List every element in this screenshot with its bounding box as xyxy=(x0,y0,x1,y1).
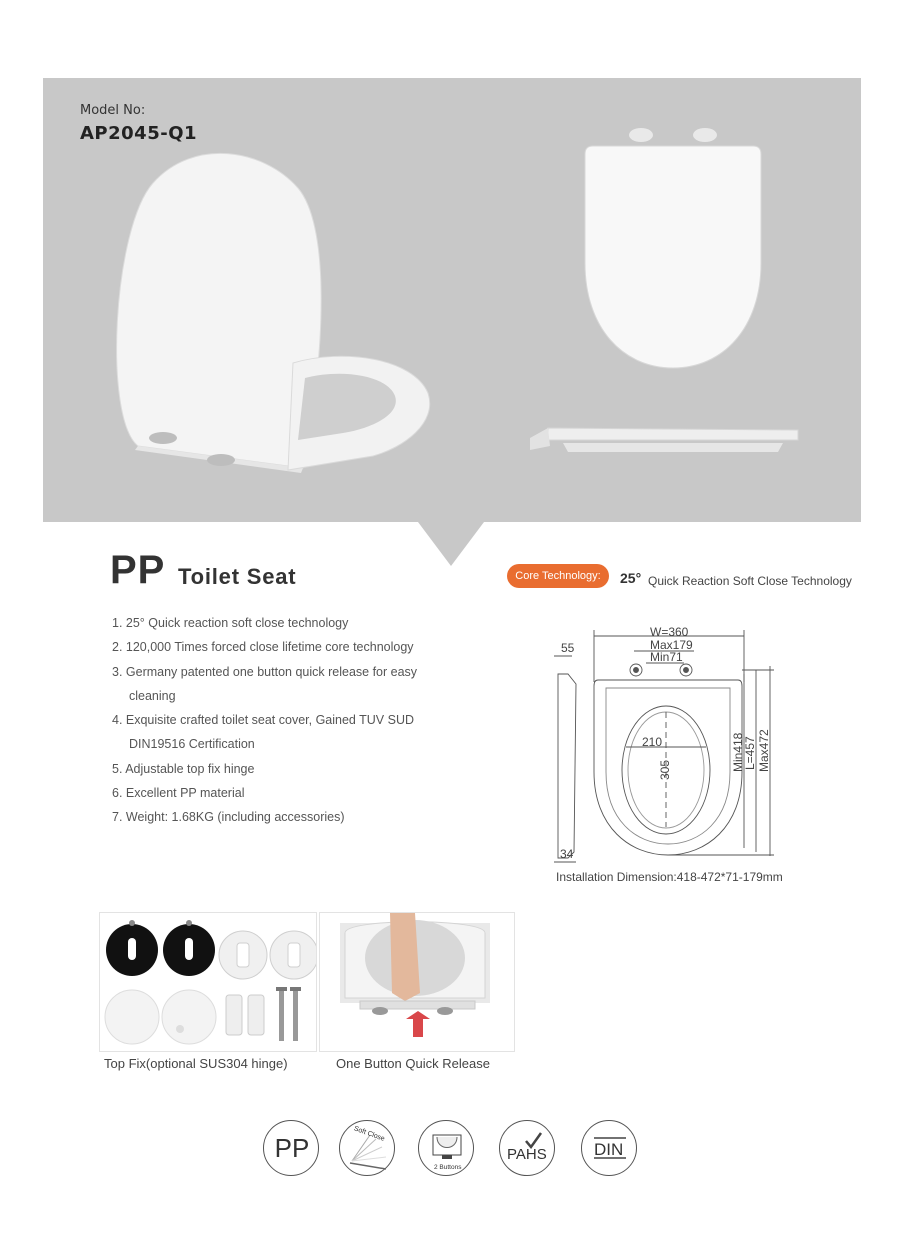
model-label: Model No: xyxy=(80,103,146,118)
svg-text:2 Buttons: 2 Buttons xyxy=(434,1164,462,1171)
din-certification-icon xyxy=(581,1120,637,1176)
core-degree: 25° xyxy=(620,570,642,586)
feature-item: 7. Weight: 1.68KG (including accessories) xyxy=(112,810,345,825)
arrow-up-icon xyxy=(406,1011,430,1037)
feature-item: 5. Adjustable top fix hinge xyxy=(112,761,255,776)
pp-material-icon: PP xyxy=(263,1120,319,1176)
dim-side: 55 xyxy=(561,641,575,655)
dim-max-width: Max179 xyxy=(650,638,693,652)
installation-dimension: Installation Dimension:418-472*71-179mm xyxy=(556,870,783,884)
dimension-drawing xyxy=(546,622,786,867)
hero-banner xyxy=(43,78,861,522)
dim-inner-length: 305 xyxy=(658,759,672,780)
mounting-plates xyxy=(219,931,316,979)
soft-close-icon xyxy=(339,1120,395,1176)
dim-min-width: Min71 xyxy=(650,650,683,664)
feature-item-continued: DIN19516 Certification xyxy=(129,737,255,752)
accessories-caption: Top Fix(optional SUS304 hinge) xyxy=(104,1056,288,1071)
dim-max-length: Max472 xyxy=(757,729,771,772)
title-text: Toilet Seat xyxy=(178,564,297,589)
seat-top-render xyxy=(585,128,761,368)
feature-item: 6. Excellent PP material xyxy=(112,786,245,801)
hand xyxy=(390,913,420,1001)
svg-text:Soft Close: Soft Close xyxy=(352,1125,386,1143)
accessories-photo xyxy=(99,912,317,1052)
feature-item: 2. 120,000 Times forced close lifetime core technology xyxy=(112,640,414,655)
quick-release-photo xyxy=(319,912,515,1052)
seat-side-render xyxy=(530,428,798,452)
feature-list xyxy=(112,611,472,830)
dim-length: L=457 xyxy=(743,736,757,770)
dim-thickness: 34 xyxy=(560,847,574,861)
model-number: AP2045-Q1 xyxy=(80,123,198,144)
feature-item: 4. Exquisite crafted toilet seat cover, Gained TUV SUD xyxy=(112,713,414,728)
side-profile xyxy=(558,674,576,858)
svg-text:PAHS: PAHS xyxy=(507,1146,547,1163)
hero-pointer xyxy=(418,522,484,566)
caps-and-screws xyxy=(105,987,301,1044)
feature-item: 1. 25° Quick reaction soft close technology xyxy=(112,616,349,630)
title-pp: PP xyxy=(110,548,166,592)
svg-text:DIN: DIN xyxy=(594,1140,624,1159)
two-buttons-icon xyxy=(418,1120,474,1176)
feature-item-continued: cleaning xyxy=(129,688,176,703)
dim-width: W=360 xyxy=(650,625,689,639)
hinge-covers-black xyxy=(106,920,215,976)
core-technology-badge: Core Technology: xyxy=(507,564,609,588)
product-renders xyxy=(43,78,861,522)
seat-open-render xyxy=(117,153,430,473)
feature-item: 3. Germany patented one button quick release for easy xyxy=(112,664,418,679)
release-caption: One Button Quick Release xyxy=(336,1056,490,1071)
pahs-icon xyxy=(499,1120,555,1176)
dim-min-length: Min418 xyxy=(731,732,745,772)
core-text: Quick Reaction Soft Close Technology xyxy=(648,574,852,588)
dim-inner-width: 210 xyxy=(642,735,663,749)
